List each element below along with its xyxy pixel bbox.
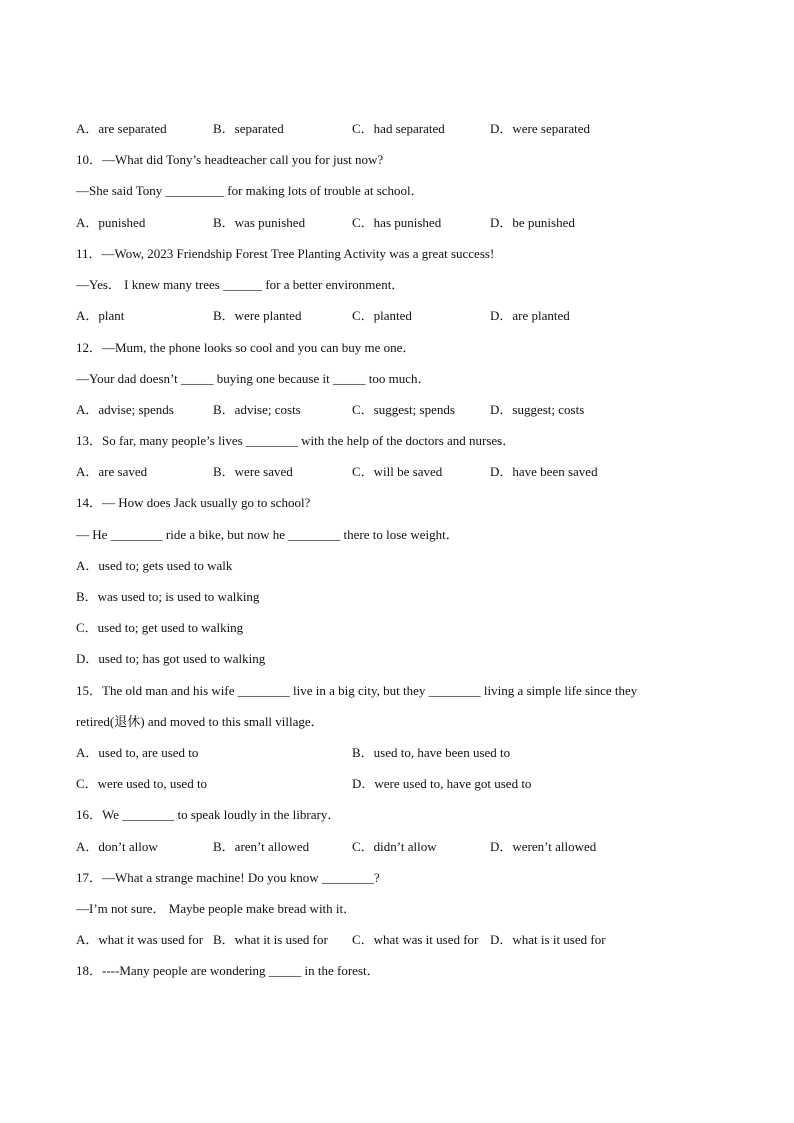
q11-option-c: C．planted bbox=[352, 308, 412, 323]
q13-option-d: D．have been saved bbox=[490, 464, 598, 479]
q16-option-a: A．don’t allow bbox=[76, 839, 158, 854]
q14-option-c: C．used to; get used to walking bbox=[76, 620, 244, 635]
q14-option-d: D．used to; has got used to walking bbox=[76, 651, 266, 666]
q13-option-a: A．are saved bbox=[76, 464, 148, 479]
q10-option-b: B．was punished bbox=[213, 215, 306, 230]
q11-option-a: A．plant bbox=[76, 308, 125, 323]
q14-question: 14．— How does Jack usually go to school? bbox=[76, 495, 311, 510]
q16-question: 16．We ________ to speak loudly in the library． bbox=[76, 807, 341, 822]
q17-response: —I’m not sure． Maybe people make bread with it． bbox=[76, 901, 357, 916]
q12-option-b: B．advise; costs bbox=[213, 402, 301, 417]
q11-response: —Yes． I knew many trees ______ for a better environment． bbox=[76, 277, 405, 292]
q15-question-continued: retired(退休) and moved to this small village． bbox=[76, 714, 324, 729]
q12-response: —Your dad doesn’t _____ buying one because it _____ too much． bbox=[76, 371, 431, 386]
q13-question: 13．So far, many people’s lives ________ with the help of the doctors and nurses． bbox=[76, 433, 516, 448]
q14-option-a: A．used to; gets used to walk bbox=[76, 558, 233, 573]
q12-option-d: D．suggest; costs bbox=[490, 402, 585, 417]
q12-option-a: A．advise; spends bbox=[76, 402, 174, 417]
q15-option-c: C．were used to, used to bbox=[76, 776, 208, 791]
q12-option-c: C．suggest; spends bbox=[352, 402, 455, 417]
q15-option-d: D．were used to, have got used to bbox=[352, 776, 532, 791]
q14-option-b: B．was used to; is used to walking bbox=[76, 589, 260, 604]
q15-option-a: A．used to, are used to bbox=[76, 745, 199, 760]
q17-option-b: B．what it is used for bbox=[213, 932, 328, 947]
q18-question: 18．----Many people are wondering _____ in the forest． bbox=[76, 963, 380, 978]
q13-option-c: C．will be saved bbox=[352, 464, 443, 479]
q16-option-b: B．aren’t allowed bbox=[213, 839, 310, 854]
q17-question: 17．—What a strange machine! Do you know ________? bbox=[76, 870, 380, 885]
q10-option-c: C．has punished bbox=[352, 215, 442, 230]
q15-option-b: B．used to, have been used to bbox=[352, 745, 511, 760]
q17-option-d: D．what is it used for bbox=[490, 932, 606, 947]
q12-question: 12．—Mum, the phone looks so cool and you can buy me one． bbox=[76, 340, 416, 355]
q10-response: —She said Tony _________ for making lots of trouble at school． bbox=[76, 183, 424, 198]
q17-option-c: C．what was it used for bbox=[352, 932, 479, 947]
q11-option-d: D．are planted bbox=[490, 308, 570, 323]
q9-option-b: B．separated bbox=[213, 121, 284, 136]
q15-question: 15．The old man and his wife ________ live in a big city, but they ________ living a simple life since they bbox=[76, 683, 638, 698]
q16-option-d: D．weren’t allowed bbox=[490, 839, 597, 854]
q10-option-a: A．punished bbox=[76, 215, 146, 230]
q16-option-c: C．didn’t allow bbox=[352, 839, 437, 854]
q14-response: — He ________ ride a bike, but now he ________ there to lose weight． bbox=[76, 527, 459, 542]
q9-option-c: C．had separated bbox=[352, 121, 445, 136]
q11-question: 11．—Wow, 2023 Friendship Forest Tree Planting Activity was a great success! bbox=[76, 246, 495, 261]
q9-option-d: D．were separated bbox=[490, 121, 590, 136]
q13-option-b: B．were saved bbox=[213, 464, 293, 479]
q9-option-a: A．are separated bbox=[76, 121, 167, 136]
q10-question: 10．—What did Tony’s headteacher call you for just now? bbox=[76, 152, 384, 167]
q17-option-a: A．what it was used for bbox=[76, 932, 204, 947]
q10-option-d: D．be punished bbox=[490, 215, 575, 230]
q11-option-b: B．were planted bbox=[213, 308, 302, 323]
